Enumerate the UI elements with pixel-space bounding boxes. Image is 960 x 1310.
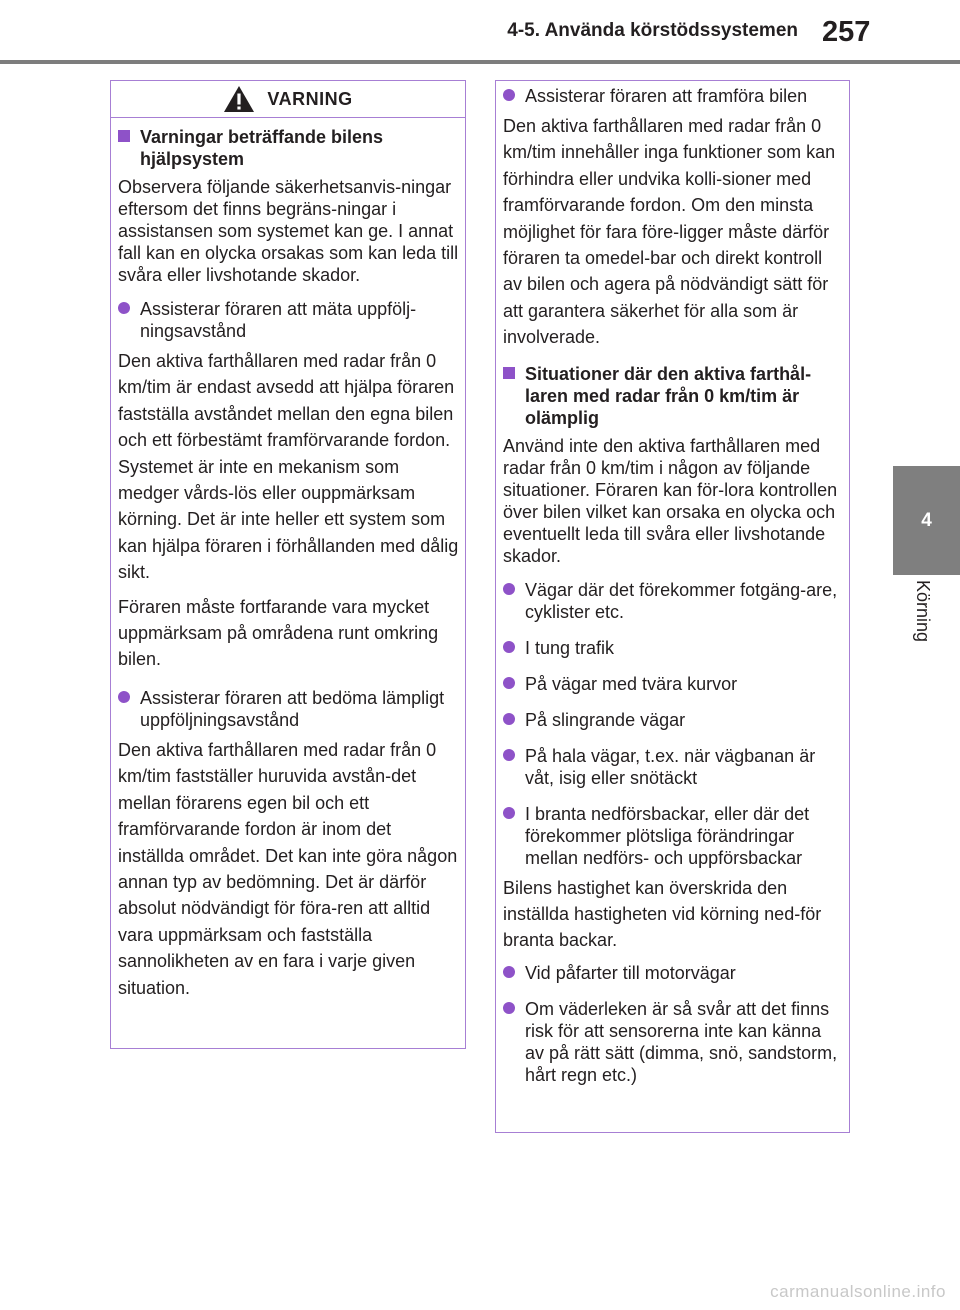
section-title: 4-5. Använda körstödssystemen bbox=[507, 20, 798, 41]
paragraph: Den aktiva farthållaren med radar från 0 km/tim innehåller inga funktioner som kan förhindra eller undvika kolli-sioner med framförvarande fordon. Om den minsta möjlighet för fara före-ligger måste därför föraren ta omedel-bar och direkt kontroll av bilen och agera på nödvändigt sätt för att garantera säkerhet för alla som är involverade. bbox=[503, 116, 836, 348]
paragraph: Den aktiva farthållaren med radar från 0 km/tim är endast avsedd att hjälpa föraren fastställa avståndet mellan den egna bilen och ett förbestämt framförvarande fordon. Systemet är inte en mekanism som medger vårds-lös eller ouppmärksam körning. Det är inte heller ett system som kan hjälpa föraren i förhållanden med dålig sikt. bbox=[118, 351, 459, 583]
square-bullet-icon bbox=[118, 130, 130, 142]
square-bullet-icon bbox=[503, 367, 515, 379]
round-bullet-icon bbox=[503, 677, 515, 689]
round-bullet-icon bbox=[118, 302, 130, 314]
list-item: Vägar där det förekommer fotgäng-are, cyklister etc. bbox=[503, 579, 843, 623]
round-bullet-icon bbox=[503, 583, 515, 595]
warning-header bbox=[111, 81, 465, 118]
warning-triangle-icon bbox=[223, 85, 255, 113]
header-rule bbox=[0, 60, 960, 64]
round-bullet-icon bbox=[503, 807, 515, 819]
round-bullet-icon bbox=[503, 89, 515, 101]
round-bullet-icon bbox=[503, 641, 515, 653]
list-item: I tung trafik bbox=[503, 637, 843, 659]
round-bullet-icon bbox=[118, 691, 130, 703]
round-bullet-icon bbox=[503, 713, 515, 725]
list-item: På hala vägar, t.ex. när vägbanan är våt, isig eller snötäckt bbox=[503, 745, 843, 789]
chapter-number: 4 bbox=[921, 509, 932, 531]
list-item: I branta nedförsbackar, eller där det förekommer plötsliga förändringar mellan nedförs- och uppförsbackar bbox=[503, 803, 843, 869]
round-bullet-icon bbox=[503, 966, 515, 978]
round-bullet-icon bbox=[503, 1002, 515, 1014]
list-item: Vid påfarter till motorvägar bbox=[503, 962, 843, 984]
warning-intro: Observera följande säkerhetsanvis-ningar eftersom det finns begräns-ningar i assistansen som systemet kan ge. I annat fall kan en olycka orsakas som kan leda till svåra eller livshotande skador. bbox=[118, 177, 459, 285]
paragraph: Föraren måste fortfarande vara mycket uppmärksam på områdena runt omkring bilen. bbox=[118, 596, 439, 670]
paragraph: Bilens hastighet kan överskrida den inställda hastigheten vid körning ned-för branta backar. bbox=[503, 877, 822, 951]
list-item: På slingrande vägar bbox=[503, 709, 843, 731]
watermark: carmanualsonline.info bbox=[770, 1282, 946, 1301]
situations-heading: Situationer där den aktiva farthål-laren med radar från 0 km/tim är olämplig bbox=[503, 363, 843, 429]
round-bullet-icon bbox=[503, 749, 515, 761]
warning-heading: Varningar beträffande bilens hjälpsystem bbox=[118, 126, 459, 170]
list-item: Om väderleken är så svår att det finns risk för att sensorerna inte kan känna av på rätt sätt (dimma, snö, sandstorm, hårt regn etc.) bbox=[503, 998, 843, 1086]
list-item: På vägar med tvära kurvor bbox=[503, 673, 843, 695]
bullet-item: Assisterar föraren att framföra bilen bbox=[503, 85, 843, 107]
chapter-tab[interactable] bbox=[893, 466, 960, 575]
bullet-item: Assisterar föraren att mäta uppfölj-ningsavstånd bbox=[118, 298, 459, 342]
chapter-label: Körning bbox=[913, 580, 933, 643]
page-number: 257 bbox=[822, 16, 871, 48]
warning-title: VARNING bbox=[267, 88, 353, 109]
warning-box-continued bbox=[495, 80, 850, 1133]
bullet-item: Assisterar föraren att bedöma lämpligt uppföljningsavstånd bbox=[118, 687, 459, 731]
paragraph: Använd inte den aktiva farthållaren med radar från 0 km/tim i någon av följande situationer. Föraren kan för-lora kontrollen över bilen vilket kan orsaka en olycka och eventuellt leda till svåra eller livshotande skador. bbox=[503, 435, 838, 566]
warning-box bbox=[110, 80, 466, 1049]
paragraph: Den aktiva farthållaren med radar från 0 km/tim fastställer huruvida avstån-det mellan förarens egen bil och ett framförvarande fordon är inom det inställda området. Det kan inte göra någon annan typ av bedömning. Det är därför absolut nödvändigt för föra-ren att alltid vara uppmärksam och fastställa sannolikheten av en fara i varje given situation. bbox=[118, 739, 458, 998]
